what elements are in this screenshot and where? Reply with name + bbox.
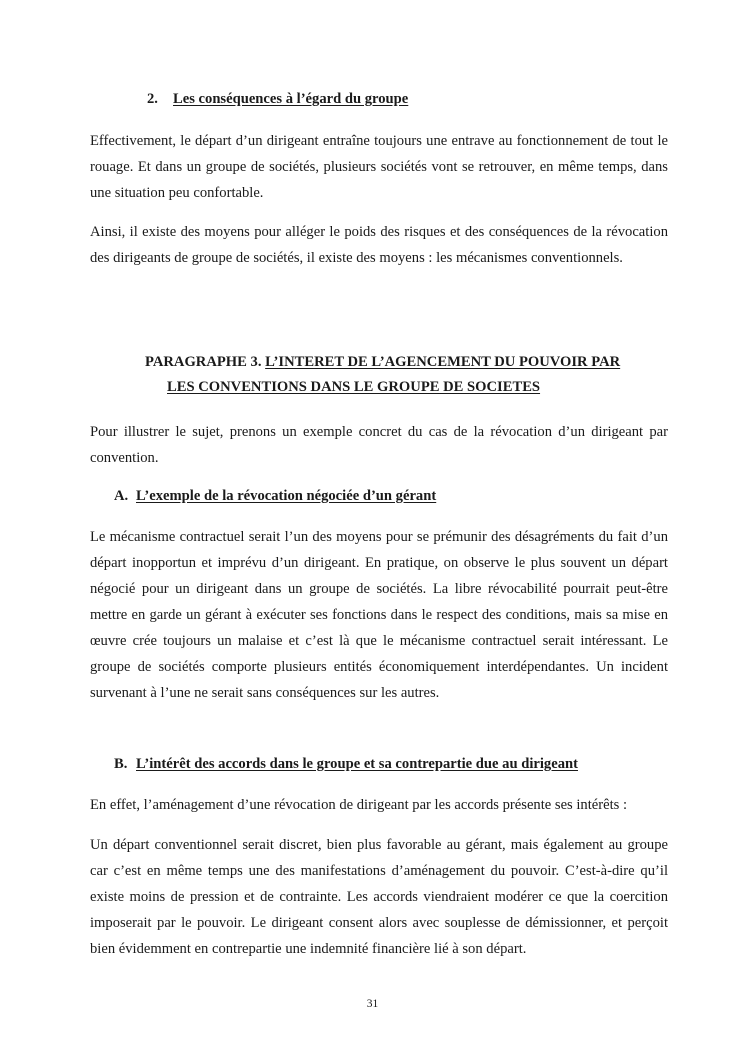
page-number: 31: [366, 998, 379, 1010]
section-a-heading: [114, 485, 436, 507]
section-b-title: L’intérêt des accords dans le groupe et sa contrepartie due au dirigeant: [136, 756, 578, 772]
paragraph-illustration: Pour illustrer le sujet, prenons un exemple concret du cas de la révocation d’un dirigeant par convention.: [90, 424, 668, 466]
section-b-letter: B.: [114, 756, 128, 772]
section-2-heading: [147, 88, 408, 110]
paragraph-contractual-mechanism: Le mécanisme contractuel serait l’un des moyens pour se prémunir des désagréments du fait d’un départ inopportun et imprévu d’un dirigeant. En pratique, on observe le plus souvent un départ négocié pour un dirigeant dans un groupe de sociétés. La libre révocabilité pourrait peut-être mettre en garde un gérant à exécuter ses fonctions dans le respect des conditions, mais sa mise en œuvre crée toujours un malaise et c’est là que le mécanisme contractuel serait intéressant. Le groupe de sociétés comporte plusieurs entités économiquement interdépendantes. Un incident survenant à l’une ne serait sans conséquences sur les autres.: [90, 529, 668, 701]
section-b-heading: [114, 753, 578, 775]
paragraph-conventional-mechanisms: Ainsi, il existe des moyens pour alléger le poids des risques et des conséquences de la révocation des dirigeants de groupe de sociétés, il existe des moyens : les mécanismes conventionnels.: [90, 224, 668, 266]
section-a-title: L’exemple de la révocation négociée d’un gérant: [136, 488, 437, 504]
paragraphe-3-title-line2: LES CONVENTIONS DANS LE GROUPE DE SOCIETES: [167, 379, 541, 395]
paragraphe-3-heading: [145, 350, 668, 400]
paragraph-departure-effects: Effectivement, le départ d’un dirigeant entraîne toujours une entrave au fonctionnement de tout le rouage. Et dans un groupe de sociétés, plusieurs sociétés vont se retrouver, en même temps, dans une situation peu confortable.: [90, 133, 668, 201]
section-2-title: Les conséquences à l’égard du groupe: [173, 91, 409, 107]
paragraphe-3-label: PARAGRAPHE 3.: [145, 354, 262, 370]
paragraph-conventional-departure: Un départ conventionnel serait discret, bien plus favorable au gérant, mais également au groupe car c’est en même temps une des manifestations d’aménagement du pouvoir. C’est-à-dire qu’il existe moins de pression et de contrainte. Les accords viendraient modérer ce que la coercition imposerait par le pouvoir. Le dirigeant consent alors avec souplesse de démissionner, et perçoit bien évidemment en contrepartie une indemnité financière lié à son départ.: [90, 837, 668, 957]
paragraphe-3-title-line1: L’INTERET DE L’AGENCEMENT DU POUVOIR PAR: [265, 354, 621, 370]
paragraph-accords-interests: En effet, l’aménagement d’une révocation de dirigeant par les accords présente ses intérêts :: [90, 797, 628, 813]
section-2-number: 2.: [147, 91, 158, 107]
section-a-letter: A.: [114, 488, 129, 504]
